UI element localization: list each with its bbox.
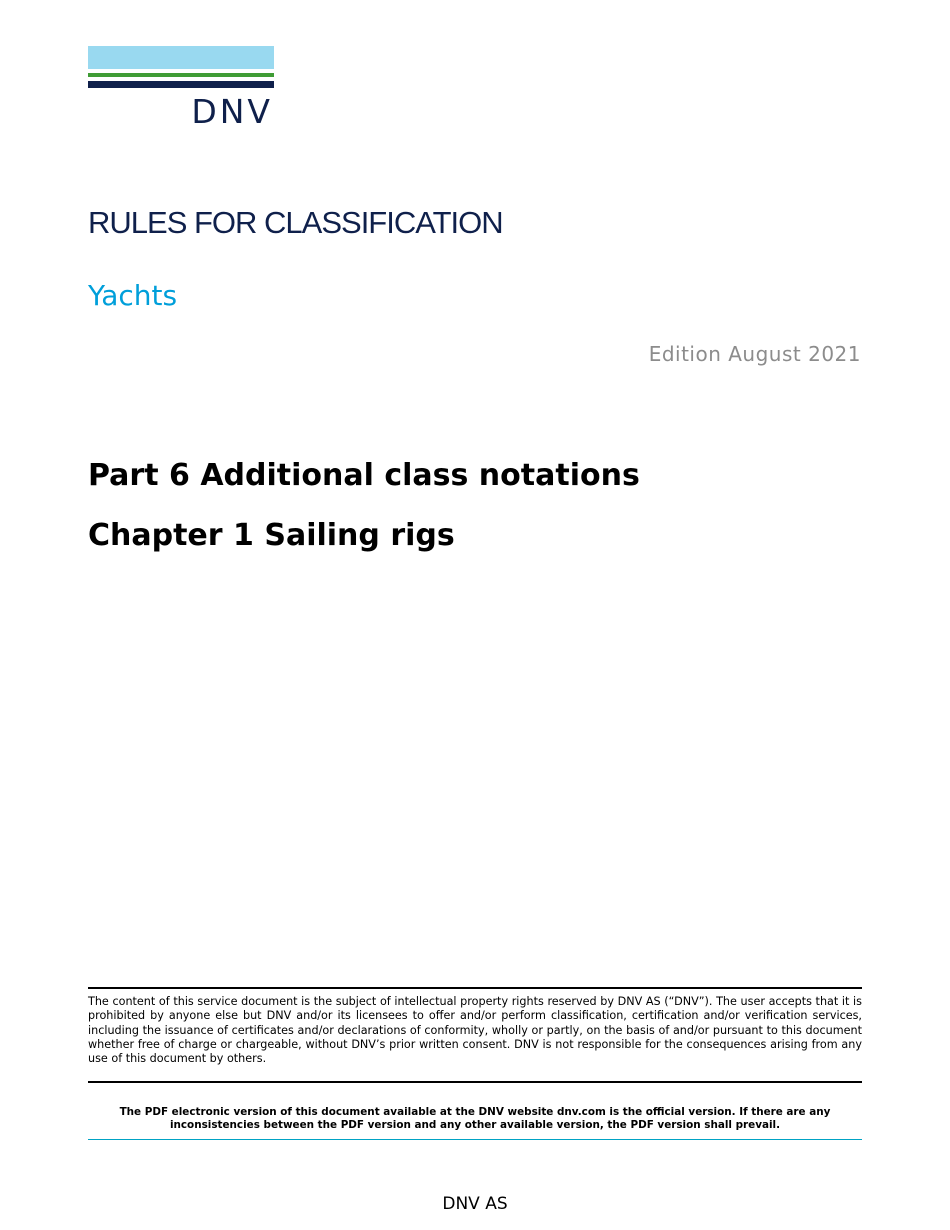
part-heading: Part 6 Additional class notations [88,458,640,493]
disclaimer-text: The content of this service document is the subject of intellectual property rights reserved by DNV AS (“DNV”). The user accepts that it is prohibited by anyone else but DNV and/or its licensees to offer and/or perform classification, certification and/or verification services, including the issuance of certificates and/or declarations of conformity, wholly or partly, on the basis of and/or pursuant to this document whether free of charge or chargeable, without DNV’s prior written consent. DNV is not responsible for the consequences arising from any use of this document by others. [88,995,862,1066]
disclaimer-top-rule [88,987,862,989]
notice-cyan-rule [88,1139,862,1140]
document-type-heading: RULES FOR CLASSIFICATION [88,205,503,240]
edition-label: Edition August 2021 [648,342,861,366]
logo-navy-band [88,81,274,88]
chapter-heading: Chapter 1 Sailing rigs [88,518,455,553]
pdf-official-version-notice: The PDF electronic version of this document available at the DNV website dnv.com is the official version. If there are any inconsistencies between the PDF version and any other available version, the PDF version shall prevail. [119,1106,831,1131]
publisher-footer: DNV AS [442,1194,508,1214]
logo-green-band [88,73,274,77]
logo-wordmark: DNV [191,92,273,131]
logo-light-blue-band [88,46,274,69]
dnv-logo [88,46,274,131]
disclaimer-bottom-rule [88,1081,862,1083]
document-title: Yachts [88,279,178,312]
